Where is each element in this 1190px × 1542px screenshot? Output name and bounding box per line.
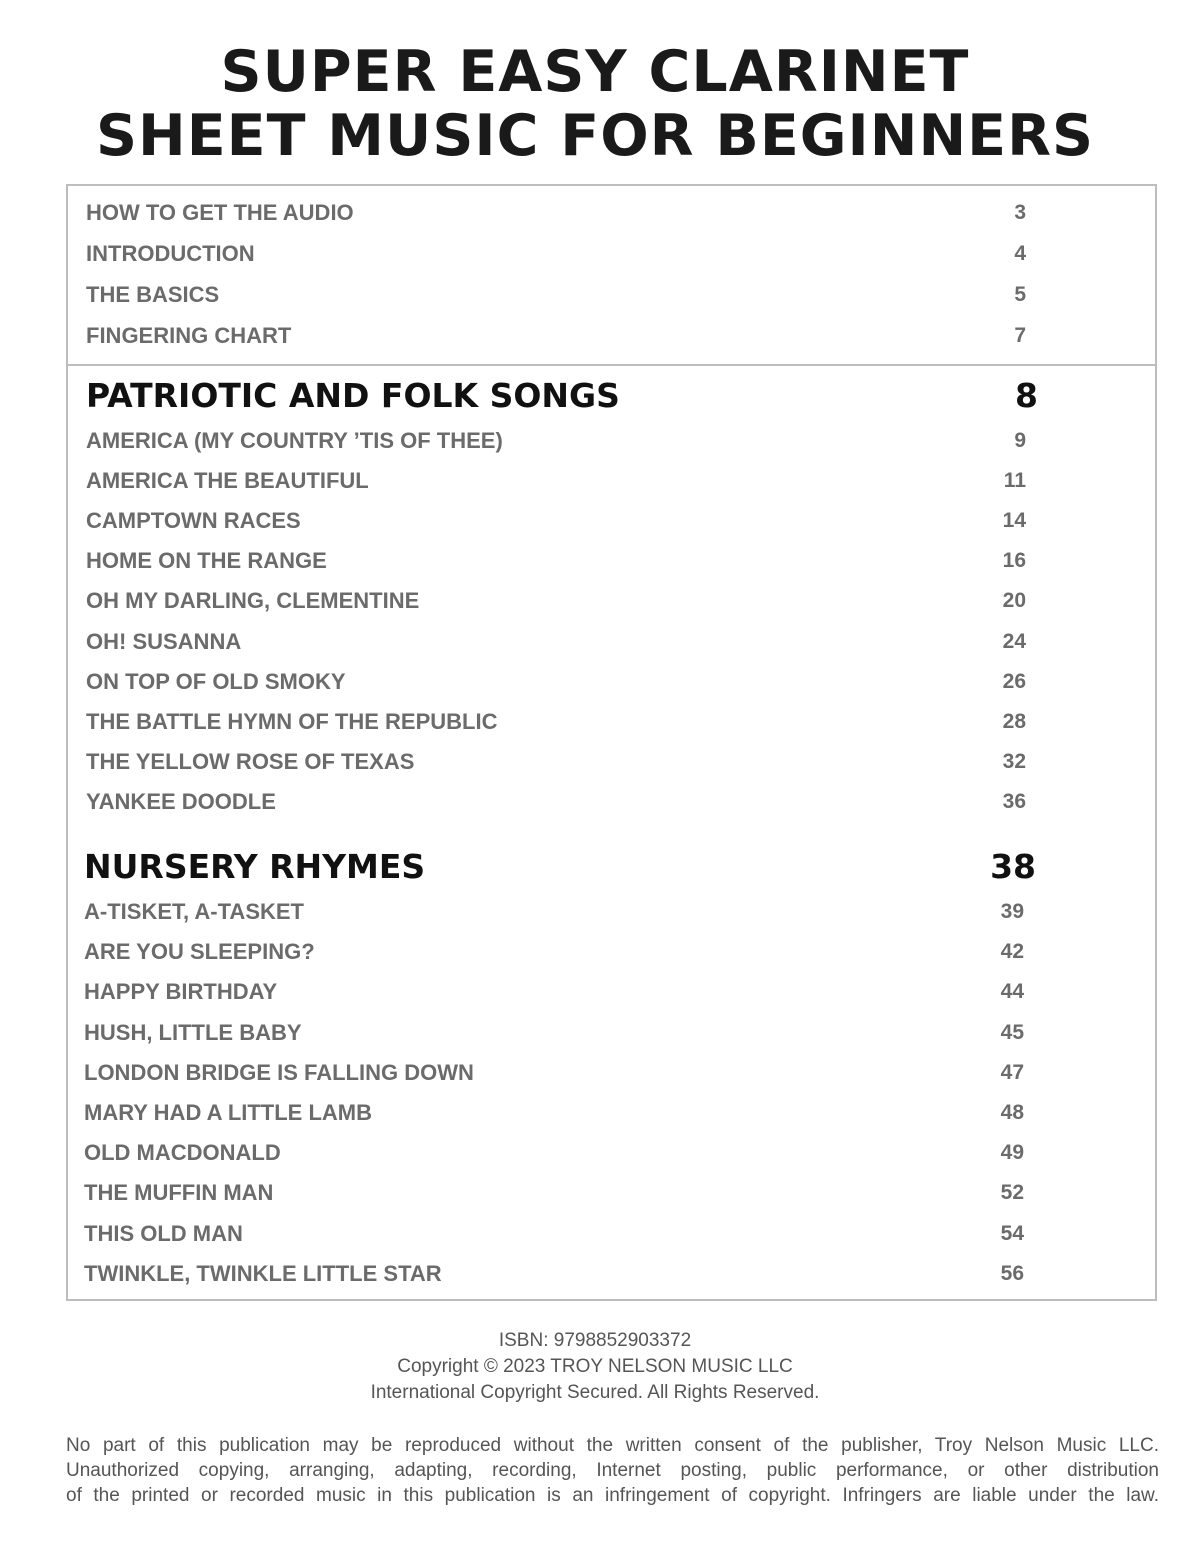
toc-entry-label: HAPPY BIRTHDAY — [84, 979, 278, 1004]
section-page: 38 — [990, 847, 1036, 886]
section-heading[interactable] — [86, 374, 1038, 418]
toc-entry-label: CAMPTOWN RACES — [86, 508, 301, 533]
legal-line-3: of the printed or recorded music in this publication is an infringement of copyright. Infringers are liable under the law. — [66, 1485, 1159, 1506]
toc-entry[interactable] — [86, 787, 1026, 817]
toc-entry-page: 52 — [1000, 1181, 1024, 1204]
toc-entry-label: LONDON BRIDGE IS FALLING DOWN — [84, 1060, 474, 1085]
toc-entry[interactable] — [86, 239, 1026, 269]
book-title-line-2: SHEET MUSIC FOR BEGINNERS — [95, 103, 1095, 169]
toc-entry-label: ON TOP OF OLD SMOKY — [86, 669, 346, 694]
toc-divider — [66, 364, 1157, 366]
toc-entry-label: HOW TO GET THE AUDIO — [86, 200, 354, 225]
toc-entry[interactable] — [86, 506, 1026, 536]
table-of-contents-frame — [66, 184, 1157, 1301]
toc-entry[interactable] — [84, 1058, 1024, 1088]
toc-entry-page: 32 — [1002, 750, 1026, 773]
toc-entry[interactable] — [86, 707, 1026, 737]
toc-entry-label: OH MY DARLING, CLEMENTINE — [86, 588, 420, 613]
toc-entry[interactable] — [86, 747, 1026, 777]
toc-entry-label: OH! SUSANNA — [86, 629, 242, 654]
toc-entry-label: AMERICA THE BEAUTIFUL — [86, 468, 369, 493]
toc-entry[interactable] — [86, 546, 1026, 576]
copyright-line: Copyright © 2023 TROY NELSON MUSIC LLC — [397, 1356, 793, 1377]
toc-entry-label: YANKEE DOODLE — [86, 789, 276, 814]
toc-entry-page: 7 — [1014, 324, 1026, 347]
toc-entry-page: 45 — [1000, 1021, 1024, 1044]
toc-entry[interactable] — [86, 667, 1026, 697]
toc-entry-label: AMERICA (MY COUNTRY ’TIS OF THEE) — [86, 428, 503, 453]
rights-line: International Copyright Secured. All Rights Reserved. — [370, 1382, 820, 1403]
toc-entry-page: 39 — [1000, 900, 1024, 923]
toc-entry-page: 36 — [1002, 790, 1026, 813]
toc-entry-page: 28 — [1002, 710, 1026, 733]
toc-entry-label: MARY HAD A LITTLE LAMB — [84, 1100, 373, 1125]
toc-entry[interactable] — [84, 977, 1024, 1007]
legal-notice — [66, 1433, 1159, 1508]
toc-entry-page: 3 — [1014, 201, 1026, 224]
toc-entry-page: 9 — [1014, 429, 1026, 452]
legal-line-1: No part of this publication may be reproduced without the written consent of the publisher, Troy Nelson Music LLC. — [66, 1435, 1159, 1456]
toc-entry[interactable] — [84, 1178, 1024, 1208]
book-title-line-1: SUPER EASY CLARINET — [220, 39, 970, 105]
toc-entry-page: 54 — [1000, 1222, 1024, 1245]
toc-entry[interactable] — [86, 466, 1026, 496]
toc-entry-page: 11 — [1003, 469, 1026, 492]
toc-entry-page: 20 — [1002, 589, 1026, 612]
toc-entry-page: 24 — [1002, 630, 1026, 653]
toc-entry[interactable] — [86, 426, 1026, 456]
toc-entry[interactable] — [86, 280, 1026, 310]
toc-entry[interactable] — [86, 321, 1026, 351]
toc-entry-label: A-TISKET, A-TASKET — [84, 899, 304, 924]
toc-entry[interactable] — [84, 1138, 1024, 1168]
toc-entry-label: FINGERING CHART — [86, 323, 292, 348]
toc-entry-page: 48 — [1000, 1101, 1024, 1124]
toc-entry-page: 4 — [1014, 242, 1026, 265]
legal-line-2: Unauthorized copying, arranging, adapting, recording, Internet posting, public performance, or other distribution — [66, 1460, 1159, 1481]
toc-entry-label: THE BASICS — [86, 282, 220, 307]
toc-entry-label: THIS OLD MAN — [84, 1221, 243, 1246]
toc-entry[interactable] — [86, 198, 1026, 228]
toc-entry-page: 16 — [1002, 549, 1026, 572]
toc-entry[interactable] — [84, 1018, 1024, 1048]
toc-entry-page: 47 — [1000, 1061, 1024, 1084]
toc-entry-label: ARE YOU SLEEPING? — [84, 939, 315, 964]
toc-entry[interactable] — [84, 1259, 1024, 1289]
section-heading[interactable] — [84, 845, 1036, 889]
toc-entry-label: THE MUFFIN MAN — [84, 1180, 274, 1205]
toc-entry-label: THE YELLOW ROSE OF TEXAS — [86, 749, 415, 774]
section-title: PATRIOTIC AND FOLK SONGS — [86, 376, 620, 415]
toc-entry-label: THE BATTLE HYMN OF THE REPUBLIC — [86, 709, 498, 734]
toc-entry-page: 42 — [1000, 940, 1024, 963]
section-title: NURSERY RHYMES — [84, 847, 426, 886]
toc-entry-label: OLD MACDONALD — [84, 1140, 281, 1165]
toc-entry-label: HUSH, LITTLE BABY — [84, 1020, 302, 1045]
toc-entry-page: 44 — [1000, 980, 1024, 1003]
isbn-line: ISBN: 9798852903372 — [498, 1330, 692, 1351]
toc-entry-page: 5 — [1014, 283, 1026, 306]
toc-entry[interactable] — [84, 1219, 1024, 1249]
toc-entry[interactable] — [84, 937, 1024, 967]
toc-entry-page: 56 — [1000, 1262, 1024, 1285]
toc-entry-label: HOME ON THE RANGE — [86, 548, 327, 573]
section-page: 8 — [1015, 376, 1038, 415]
toc-entry[interactable] — [86, 627, 1026, 657]
toc-entry-page: 26 — [1002, 670, 1026, 693]
toc-entry[interactable] — [86, 586, 1026, 616]
toc-entry-page: 14 — [1002, 509, 1026, 532]
toc-entry-label: TWINKLE, TWINKLE LITTLE STAR — [84, 1261, 442, 1286]
toc-entry[interactable] — [84, 1098, 1024, 1128]
toc-entry-label: INTRODUCTION — [86, 241, 255, 266]
toc-entry-page: 49 — [1000, 1141, 1024, 1164]
toc-entry[interactable] — [84, 897, 1024, 927]
